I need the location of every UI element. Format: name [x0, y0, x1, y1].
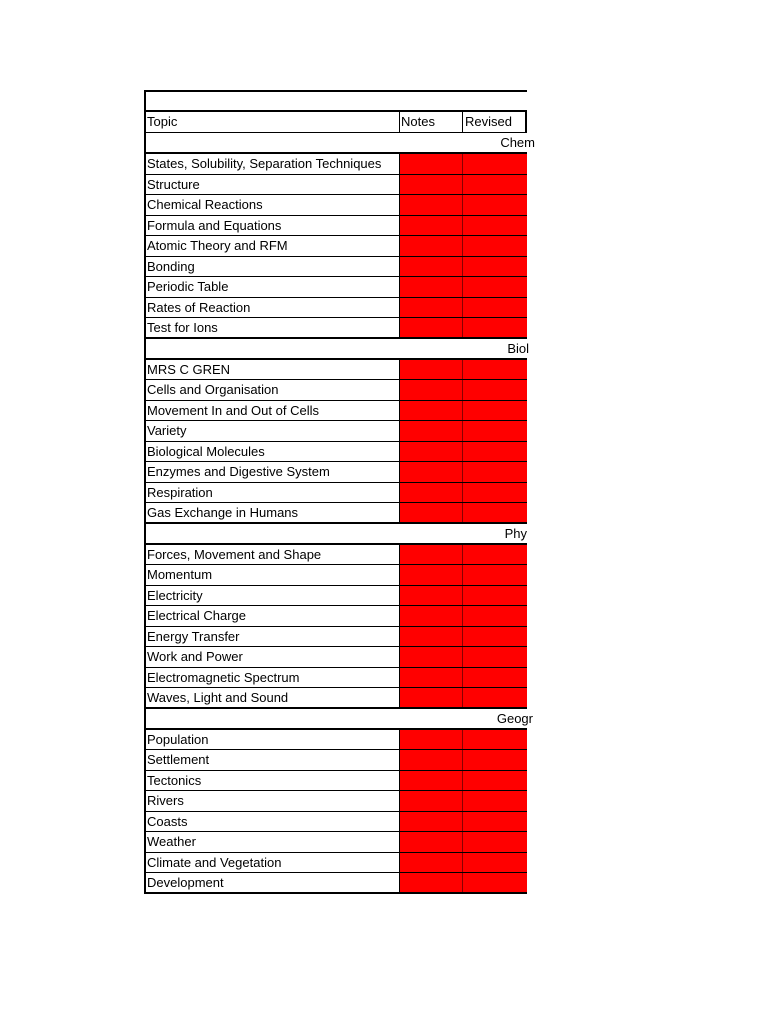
topic-row [144, 154, 527, 175]
notes-status-cell[interactable] [400, 195, 463, 215]
notes-status-cell[interactable] [400, 771, 463, 791]
revised-status-cell[interactable] [463, 401, 527, 421]
section-title: Biol [507, 340, 529, 356]
revised-status-cell[interactable] [463, 627, 527, 647]
revised-status-cell[interactable] [463, 688, 527, 707]
notes-status-cell[interactable] [400, 832, 463, 852]
topic-row [144, 545, 527, 566]
notes-status-cell[interactable] [400, 606, 463, 626]
section-header [144, 339, 527, 360]
topic-row [144, 873, 527, 894]
revised-status-cell[interactable] [463, 380, 527, 400]
topic-row [144, 771, 527, 792]
revised-status-cell[interactable] [463, 565, 527, 585]
revised-status-cell[interactable] [463, 750, 527, 770]
topic-name: States, Solubility, Separation Techniques [144, 154, 400, 174]
revised-status-cell[interactable] [463, 791, 527, 811]
section-header [144, 524, 527, 545]
topic-row [144, 257, 527, 278]
notes-status-cell[interactable] [400, 236, 463, 256]
topic-row [144, 216, 527, 237]
topic-name: Formula and Equations [144, 216, 400, 236]
revised-status-cell[interactable] [463, 503, 527, 522]
notes-status-cell[interactable] [400, 853, 463, 873]
sections-container [144, 133, 535, 894]
revised-status-cell[interactable] [463, 442, 527, 462]
notes-status-cell[interactable] [400, 401, 463, 421]
topic-row [144, 380, 527, 401]
topic-row [144, 195, 527, 216]
revised-status-cell[interactable] [463, 483, 527, 503]
notes-status-cell[interactable] [400, 216, 463, 236]
topic-row [144, 421, 527, 442]
revision-checklist-table [144, 90, 535, 894]
notes-status-cell[interactable] [400, 277, 463, 297]
revised-status-cell[interactable] [463, 216, 527, 236]
topic-name: Development [144, 873, 400, 892]
title-row [144, 90, 527, 112]
topic-name: Electrical Charge [144, 606, 400, 626]
section-header [144, 133, 535, 154]
notes-status-cell[interactable] [400, 318, 463, 337]
topic-row [144, 565, 527, 586]
topic-row [144, 647, 527, 668]
topic-name: Rates of Reaction [144, 298, 400, 318]
topic-name: Rivers [144, 791, 400, 811]
topic-name: Electricity [144, 586, 400, 606]
revised-status-cell[interactable] [463, 545, 527, 565]
header-revised: Revised [463, 112, 527, 132]
topic-name: Waves, Light and Sound [144, 688, 400, 707]
header-topic: Topic [144, 112, 400, 132]
revised-status-cell[interactable] [463, 853, 527, 873]
revised-status-cell[interactable] [463, 462, 527, 482]
revised-status-cell[interactable] [463, 832, 527, 852]
notes-status-cell[interactable] [400, 688, 463, 707]
topic-name: Bonding [144, 257, 400, 277]
revised-status-cell[interactable] [463, 586, 527, 606]
topic-name: Respiration [144, 483, 400, 503]
topic-row [144, 791, 527, 812]
notes-status-cell[interactable] [400, 545, 463, 565]
topic-row [144, 442, 527, 463]
topic-name: Gas Exchange in Humans [144, 503, 400, 522]
revised-status-cell[interactable] [463, 277, 527, 297]
notes-status-cell[interactable] [400, 298, 463, 318]
topic-row [144, 853, 527, 874]
revised-status-cell[interactable] [463, 154, 527, 174]
revised-status-cell[interactable] [463, 195, 527, 215]
notes-status-cell[interactable] [400, 257, 463, 277]
topic-name: Climate and Vegetation [144, 853, 400, 873]
topic-row [144, 360, 527, 381]
topic-name: Periodic Table [144, 277, 400, 297]
notes-status-cell[interactable] [400, 730, 463, 750]
notes-status-cell[interactable] [400, 380, 463, 400]
topic-row [144, 627, 527, 648]
topic-name: Settlement [144, 750, 400, 770]
topic-name: Tectonics [144, 771, 400, 791]
topic-row [144, 175, 527, 196]
notes-status-cell[interactable] [400, 503, 463, 522]
section-title: Chem [500, 135, 535, 150]
topic-name: Coasts [144, 812, 400, 832]
topic-row [144, 298, 527, 319]
revised-status-cell[interactable] [463, 668, 527, 688]
topic-row [144, 503, 527, 524]
topic-name: Structure [144, 175, 400, 195]
topic-name: MRS C GREN [144, 360, 400, 380]
revised-status-cell[interactable] [463, 360, 527, 380]
notes-status-cell[interactable] [400, 565, 463, 585]
header-row [144, 112, 527, 133]
revised-status-cell[interactable] [463, 175, 527, 195]
header-notes: Notes [400, 112, 463, 132]
notes-status-cell[interactable] [400, 668, 463, 688]
topic-row [144, 277, 527, 298]
topic-name: Variety [144, 421, 400, 441]
revised-status-cell[interactable] [463, 647, 527, 667]
notes-status-cell[interactable] [400, 175, 463, 195]
notes-status-cell[interactable] [400, 647, 463, 667]
topic-row [144, 236, 527, 257]
topic-name: Test for Ions [144, 318, 400, 337]
topic-row [144, 401, 527, 422]
notes-status-cell[interactable] [400, 360, 463, 380]
topic-row [144, 812, 527, 833]
notes-status-cell[interactable] [400, 812, 463, 832]
revised-status-cell[interactable] [463, 257, 527, 277]
revised-status-cell[interactable] [463, 236, 527, 256]
topic-name: Movement In and Out of Cells [144, 401, 400, 421]
revised-status-cell[interactable] [463, 730, 527, 750]
revised-status-cell[interactable] [463, 771, 527, 791]
notes-status-cell[interactable] [400, 586, 463, 606]
revised-status-cell[interactable] [463, 421, 527, 441]
topic-row [144, 668, 527, 689]
notes-status-cell[interactable] [400, 442, 463, 462]
topic-name: Weather [144, 832, 400, 852]
topic-name: Electromagnetic Spectrum [144, 668, 400, 688]
notes-status-cell[interactable] [400, 627, 463, 647]
notes-status-cell[interactable] [400, 483, 463, 503]
revised-status-cell[interactable] [463, 298, 527, 318]
topic-name: Forces, Movement and Shape [144, 545, 400, 565]
revised-status-cell[interactable] [463, 873, 527, 892]
topic-row [144, 462, 527, 483]
section-header [144, 709, 533, 730]
topic-name: Atomic Theory and RFM [144, 236, 400, 256]
section-title: Geogr [496, 710, 533, 726]
topic-row [144, 318, 527, 339]
notes-status-cell[interactable] [400, 421, 463, 441]
topic-name: Energy Transfer [144, 627, 400, 647]
topic-row [144, 832, 527, 853]
notes-status-cell[interactable] [400, 791, 463, 811]
revised-status-cell[interactable] [463, 812, 527, 832]
revised-status-cell[interactable] [463, 606, 527, 626]
topic-name: Momentum [144, 565, 400, 585]
topic-row [144, 606, 527, 627]
topic-name: Cells and Organisation [144, 380, 400, 400]
topic-name: Enzymes and Digestive System [144, 462, 400, 482]
notes-status-cell[interactable] [400, 154, 463, 174]
section-title: Phy [504, 525, 527, 541]
topic-row [144, 730, 527, 751]
topic-name: Chemical Reactions [144, 195, 400, 215]
notes-status-cell[interactable] [400, 750, 463, 770]
topic-row [144, 750, 527, 771]
notes-status-cell[interactable] [400, 462, 463, 482]
topic-name: Work and Power [144, 647, 400, 667]
topic-name: Population [144, 730, 400, 750]
notes-status-cell[interactable] [400, 873, 463, 892]
topic-row [144, 483, 527, 504]
topic-row [144, 688, 527, 709]
topic-name: Biological Molecules [144, 442, 400, 462]
topic-row [144, 586, 527, 607]
revised-status-cell[interactable] [463, 318, 527, 337]
